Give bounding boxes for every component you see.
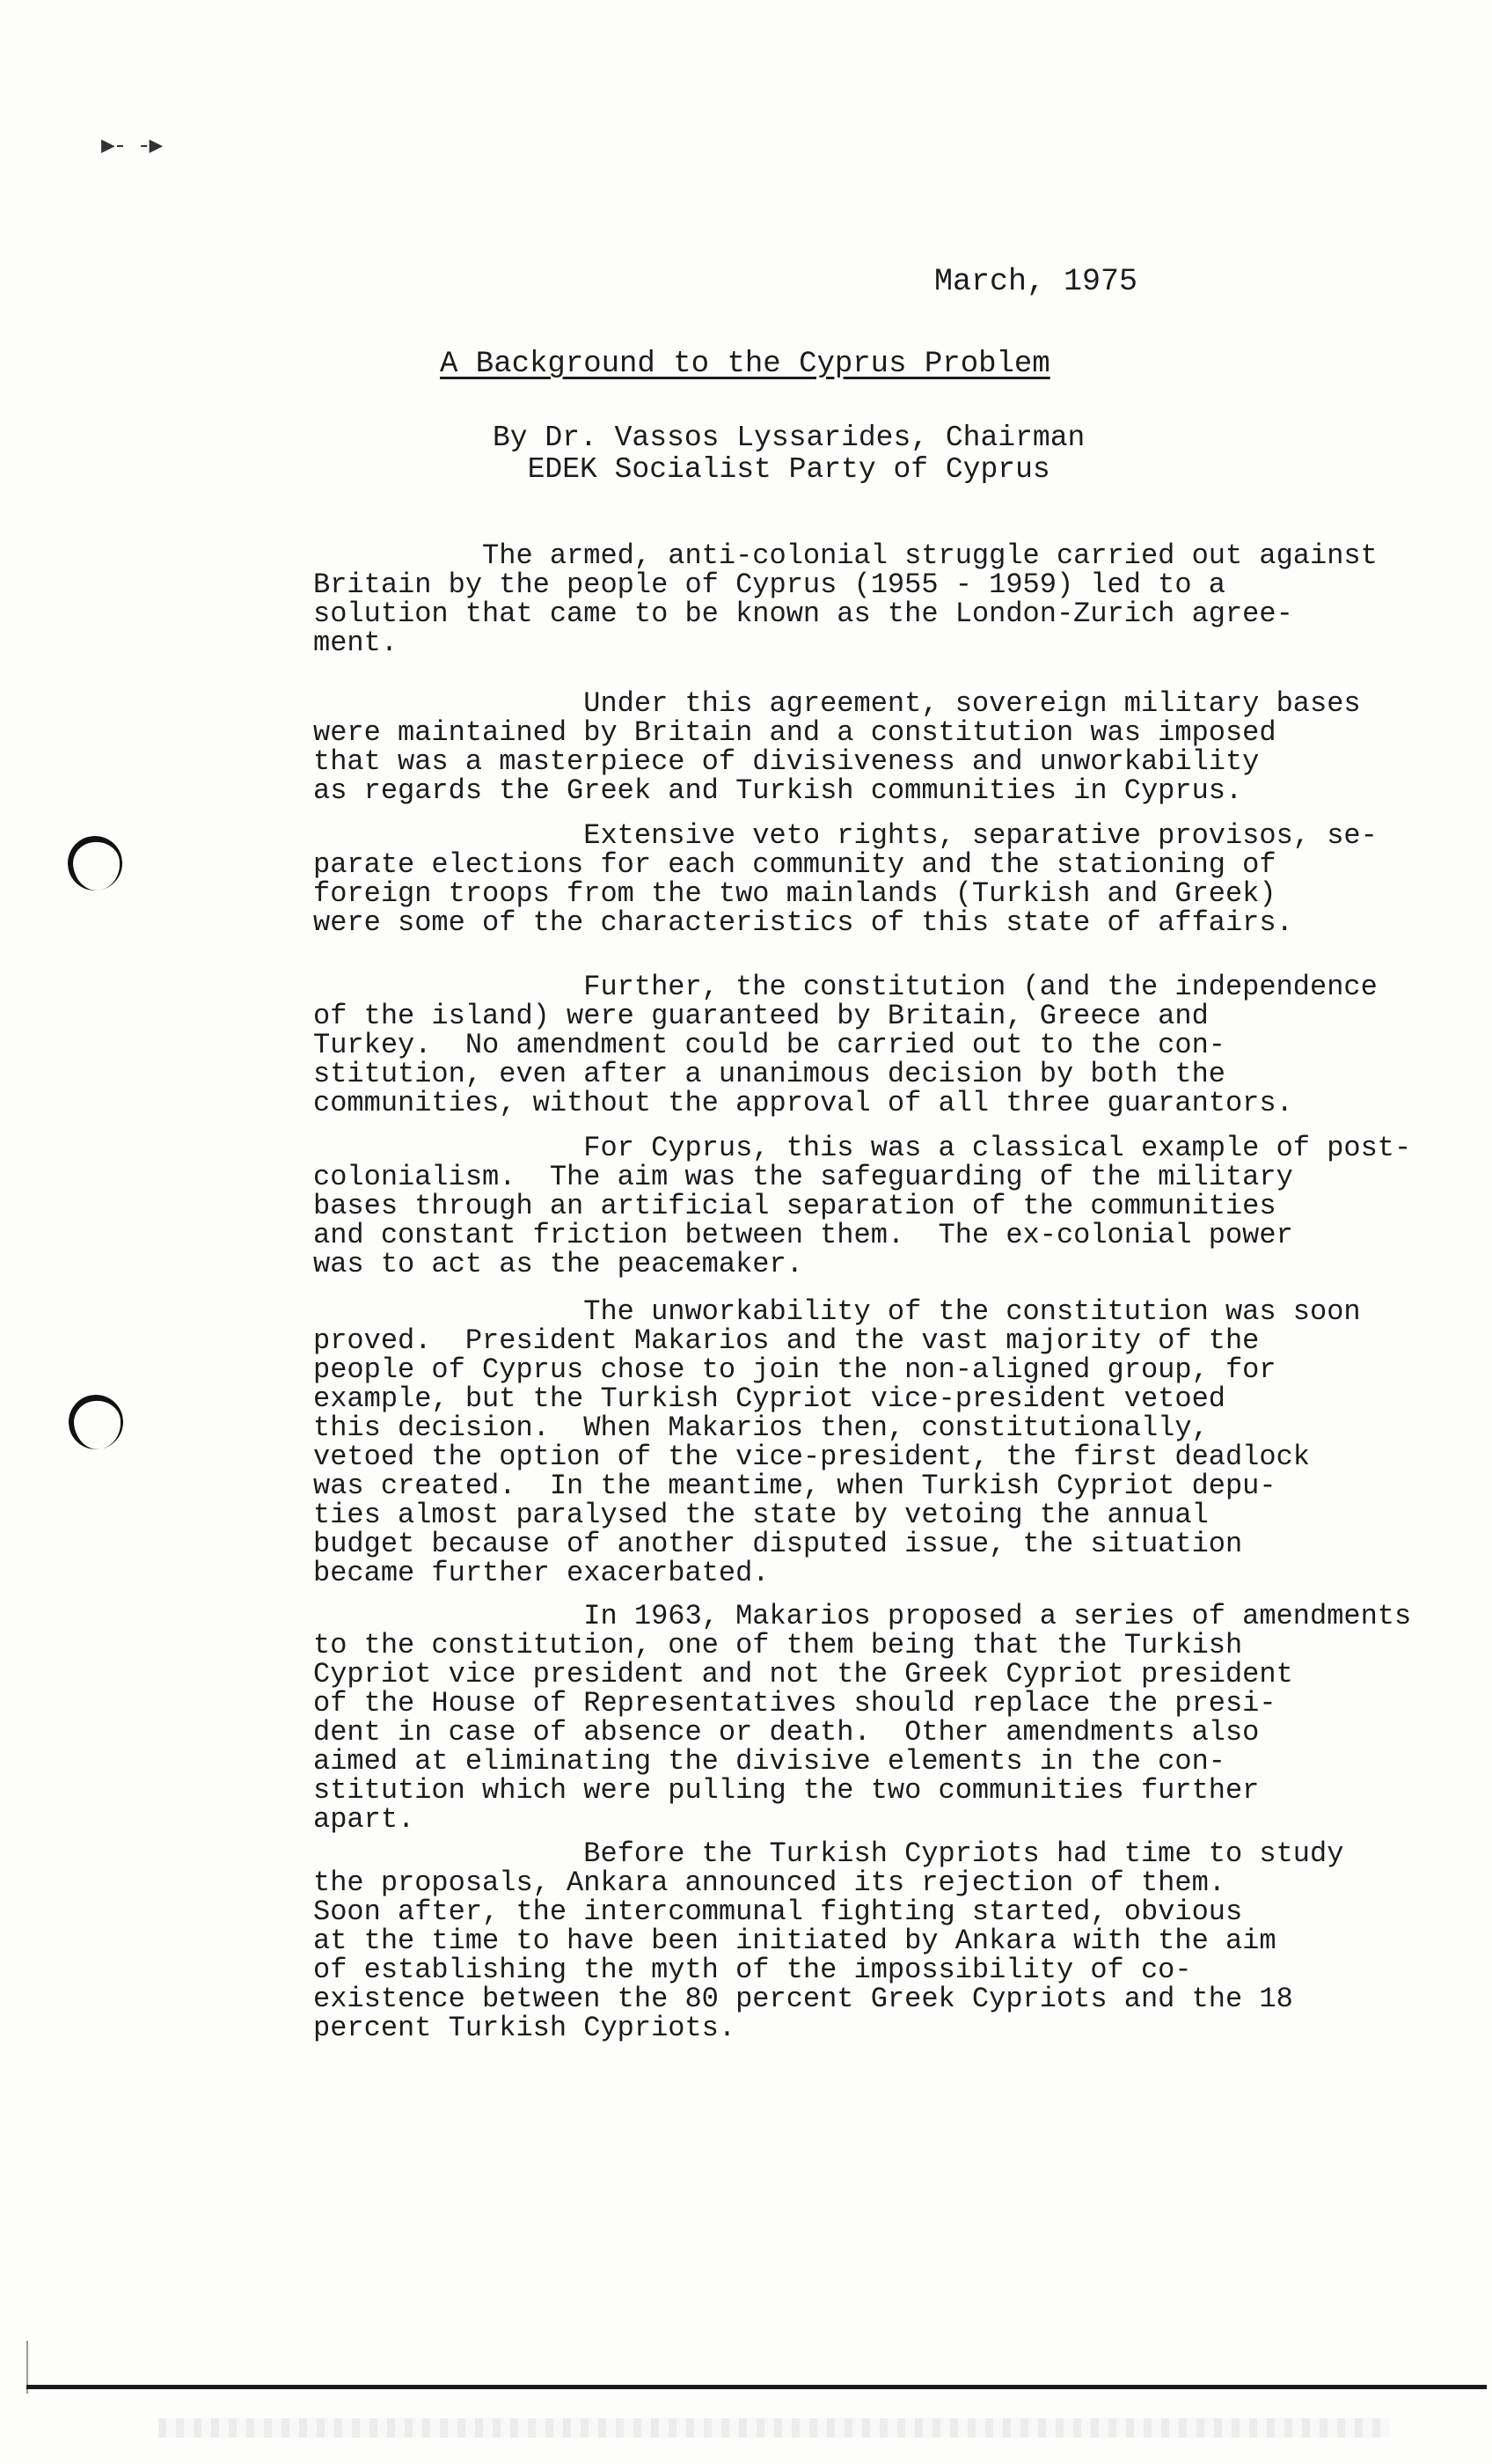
paragraph-line: this decision. When Makarios then, constitutionally, [313, 1412, 1209, 1444]
paragraph [313, 1602, 1411, 1834]
paragraph-line: Cypriot vice president and not the Greek Cypriot president [313, 1658, 1293, 1690]
paragraph-line: dent in case of absence or death. Other amendments also [313, 1716, 1260, 1749]
paragraph-line: as regards the Greek and Turkish communities in Cyprus. [313, 774, 1243, 807]
paragraph-line: and constant friction between them. The ex-colonial power [313, 1219, 1293, 1251]
paragraph-line: stitution which were pulling the two communities further [313, 1774, 1260, 1807]
page-bottom-rule [26, 2385, 1487, 2389]
paragraph-line: proved. President Makarios and the vast majority of the [313, 1324, 1260, 1357]
paragraph-line: of establishing the myth of the impossibility of co- [313, 1954, 1192, 1986]
paragraph-line: were maintained by Britain and a constitution was imposed [313, 716, 1276, 749]
paragraph [313, 1133, 1411, 1279]
paragraph-line: of the House of Representatives should replace the presi- [313, 1687, 1276, 1720]
author-name: By Dr. Vassos Lyssarides, Chairman [493, 422, 1086, 454]
paragraph-line: ment. [313, 627, 399, 659]
paragraph-line: Before the Turkish Cypriots had time to study [313, 1837, 1344, 1870]
paragraph-line: aimed at eliminating the divisive elements in the con- [313, 1745, 1225, 1778]
paragraph-line: In 1963, Makarios proposed a series of amendments [313, 1600, 1412, 1632]
author-affiliation: EDEK Socialist Party of Cyprus [527, 453, 1050, 486]
paragraph-line: parate elections for each community and the stationing of [313, 848, 1276, 881]
paragraph-line: was created. In the meantime, when Turkish Cypriot depu- [313, 1470, 1276, 1502]
punch-hole-upper [64, 832, 126, 894]
paragraph-line: the proposals, Ankara announced its rejection of them. [313, 1866, 1225, 1899]
paragraph-line: stitution, even after a unanimous decision by both the [313, 1058, 1225, 1090]
paragraph-line: For Cyprus, this was a classical example of post- [313, 1132, 1412, 1164]
paragraph-line: people of Cyprus chose to join the non-aligned group, for [313, 1353, 1276, 1386]
paragraph-line: Further, the constitution (and the independence [313, 971, 1378, 1003]
paragraph-line: was to act as the peacemaker. [313, 1248, 803, 1280]
paragraph [313, 972, 1378, 1118]
paragraph-line: communities, without the approval of all three guarantors. [313, 1087, 1293, 1119]
paragraph-line: bases through an artificial separation of the communities [313, 1190, 1276, 1222]
paragraph-line: colonialism. The aim was the safeguarding of the military [313, 1161, 1293, 1193]
paragraph-line: Under this agreement, sovereign military bases [313, 687, 1361, 720]
paragraph-line: solution that came to be known as the London-Zurich agree- [313, 598, 1293, 630]
paragraph-line: were some of the characteristics of this state of affairs. [313, 906, 1293, 939]
paragraph-line: of the island) were guaranteed by Britain, Greece and [313, 1000, 1209, 1032]
paragraph-line: Extensive veto rights, separative provisos, se- [313, 819, 1378, 852]
bleed-through-text [158, 2418, 1390, 2438]
paragraph-line: existence between the 80 percent Greek Cypriots and the 18 [313, 1983, 1293, 2015]
paragraph-line: example, but the Turkish Cypriot vice-president vetoed [313, 1382, 1225, 1415]
paragraph-line: budget because of another disputed issue, the situation [313, 1528, 1243, 1560]
paragraph-line: apart. [313, 1803, 415, 1836]
paragraph-line: ties almost paralysed the state by vetoing the annual [313, 1499, 1209, 1531]
paragraph [313, 689, 1361, 805]
paragraph [313, 1839, 1343, 2042]
paragraph [313, 821, 1378, 937]
paragraph-line: foreign troops from the two mainlands (Turkish and Greek) [313, 877, 1276, 910]
paragraph-line: vetoed the option of the vice-president, the first deadlock [313, 1441, 1310, 1473]
paragraph-line: Britain by the people of Cyprus (1955 - 1959) led to a [313, 568, 1225, 601]
paragraph-line: that was a masterpiece of divisiveness and unworkability [313, 745, 1260, 778]
paragraph-line: Turkey. No amendment could be carried out to the con- [313, 1029, 1225, 1061]
document-title: A Background to the Cyprus Problem [440, 348, 1050, 381]
punch-hole-lower [65, 1391, 127, 1453]
author-block [493, 422, 1085, 486]
corner-arrow-mark: ▶- -▶ [101, 133, 162, 159]
paragraph-line: The armed, anti-colonial struggle carried out against [313, 539, 1378, 572]
paragraph [313, 541, 1378, 657]
document-date: March, 1975 [934, 264, 1138, 299]
paragraph-line: percent Turkish Cypriots. [313, 2012, 736, 2044]
paragraph-line: at the time to have been initiated by Ankara with the aim [313, 1925, 1276, 1957]
paragraph-line: The unworkability of the constitution was soon [313, 1295, 1361, 1328]
paragraph-line: to the constitution, one of them being that the Turkish [313, 1629, 1243, 1661]
paragraph-line: became further exacerbated. [313, 1557, 770, 1589]
paragraph [313, 1297, 1361, 1588]
paragraph-line: Soon after, the intercommunal fighting started, obvious [313, 1896, 1243, 1928]
